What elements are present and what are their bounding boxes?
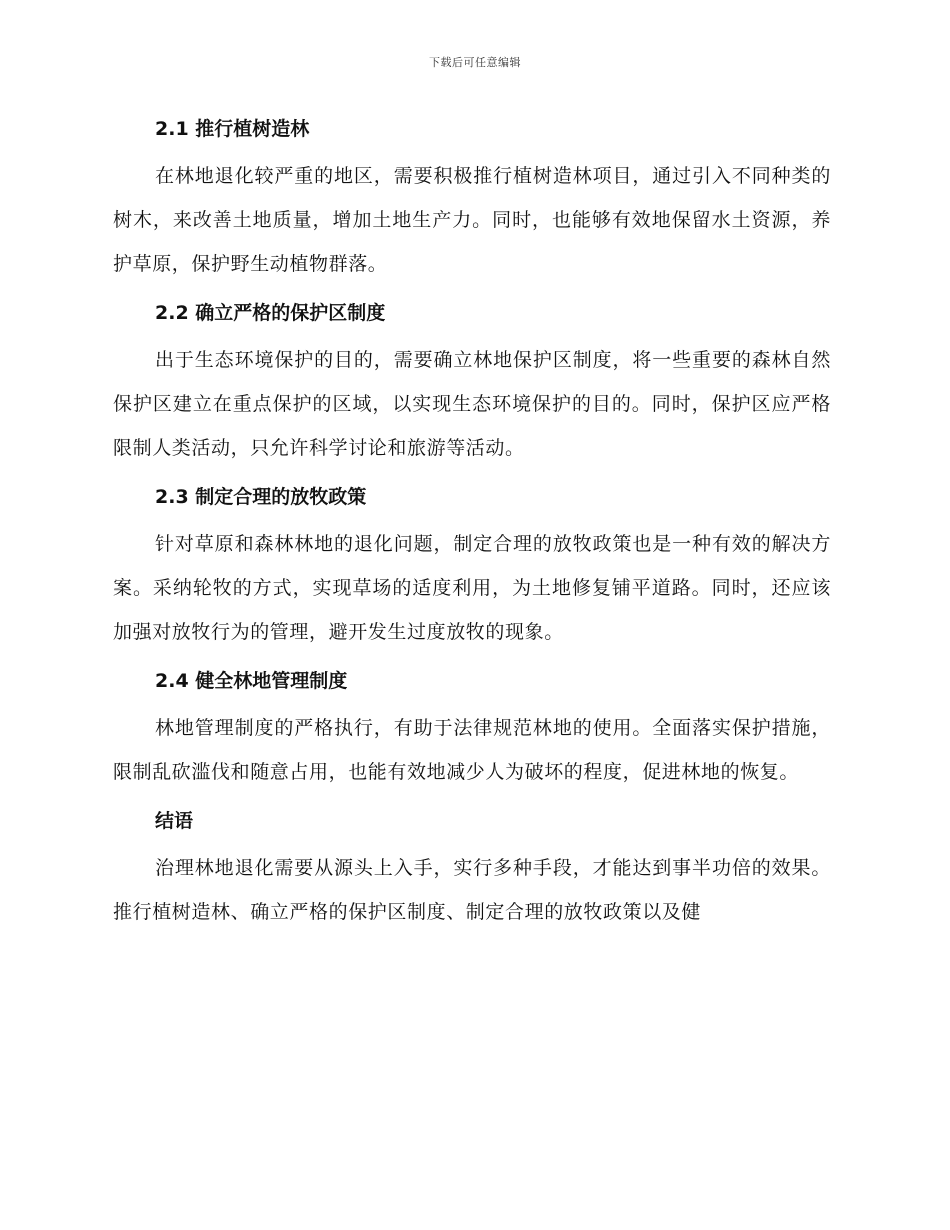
section-heading: 2.1 推行植树造林 [155,118,310,140]
section-2-3 [113,480,831,654]
section-paragraph: 治理林地退化需要从源头上入手，实行多种手段，才能达到事半功倍的效果。推行植树造林、确立严格的保护区制度、制定合理的放牧政策以及健 [113,857,831,923]
section-paragraph: 林地管理制度的严格执行，有助于法律规范林地的使用。全面落实保护措施，限制乱砍滥伐和随意占用，也能有效地减少人为破坏的程度，促进林地的恢复。 [113,717,831,783]
section-conclusion [113,804,831,934]
section-heading: 2.2 确立严格的保护区制度 [155,302,386,324]
section-heading: 结语 [155,810,194,832]
document-body [113,112,831,944]
section-2-2 [113,296,831,470]
section-heading: 2.3 制定合理的放牧政策 [155,486,367,508]
section-paragraph: 在林地退化较严重的地区，需要积极推行植树造林项目，通过引入不同种类的树木，来改善土地质量，增加土地生产力。同时，也能够有效地保留水土资源，养护草原，保护野生动植物群落。 [113,165,831,275]
page-header: 下载后可任意编辑 [429,56,521,69]
section-2-4 [113,664,831,794]
section-paragraph: 针对草原和森林林地的退化问题，制定合理的放牧政策也是一种有效的解决方案。采纳轮牧的方式，实现草场的适度利用，为土地修复铺平道路。同时，还应该加强对放牧行为的管理，避开发生过度放牧的现象。 [113,533,831,643]
section-heading: 2.4 健全林地管理制度 [155,670,348,692]
section-paragraph: 出于生态环境保护的目的，需要确立林地保护区制度，将一些重要的森林自然保护区建立在重点保护的区域，以实现生态环境保护的目的。同时，保护区应严格限制人类活动，只允许科学讨论和旅游等活动。 [113,349,831,459]
section-2-1 [113,112,831,286]
